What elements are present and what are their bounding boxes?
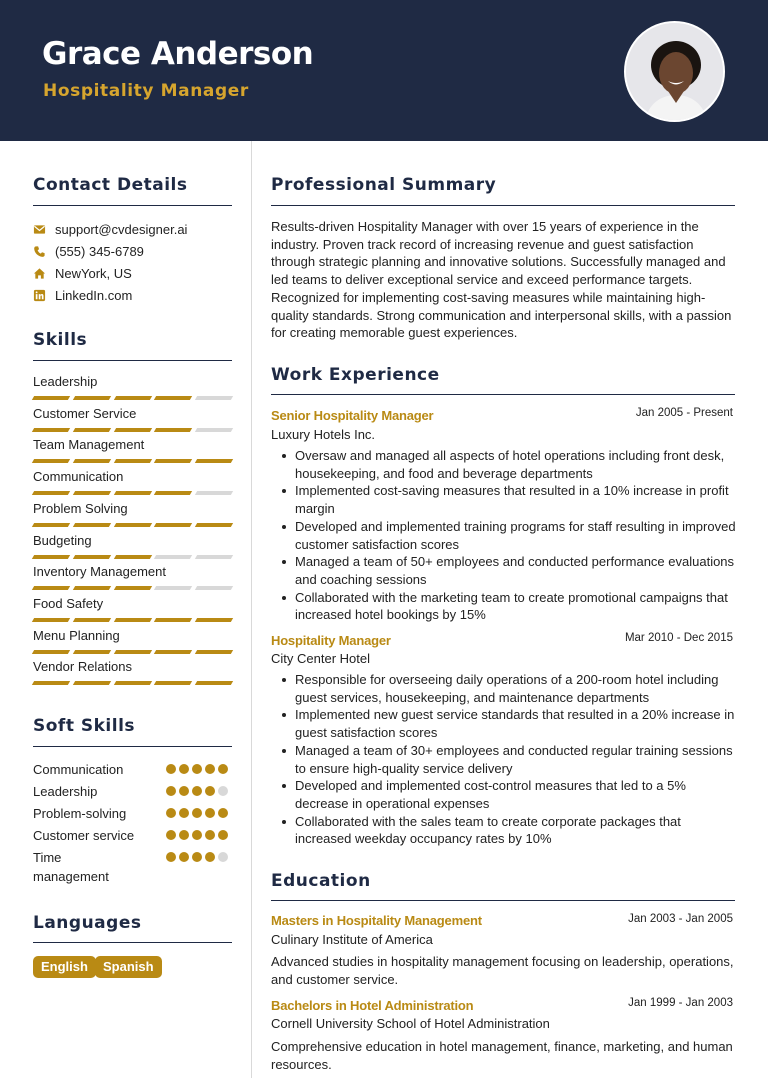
skill-level-segment [195,618,233,622]
job-bullets [295,447,736,624]
rating-dot [166,786,176,796]
linkedin-icon [33,289,46,302]
bullet-item: Managed a team of 30+ employees and conducted regular training sessions to ensure high-quality service delivery [295,742,736,777]
skill-level-segment [32,491,70,495]
rating-dot [218,786,228,796]
rating-dot [179,852,189,862]
skill-level-segment [195,650,233,654]
rating-dot [179,764,189,774]
rating-dot [192,764,202,774]
skill-level-segment [73,396,111,400]
experience-section-title: Work Experience [271,365,440,385]
rating-dot [179,808,189,818]
soft-skill-rating [166,830,228,840]
skill-level-segment [73,459,111,463]
skill-label: Budgeting [33,532,92,548]
skill-level-segment [154,586,192,590]
skill-label: Vendor Relations [33,659,133,675]
skill-level-segment [73,618,111,622]
resume-header [0,0,768,141]
skill-label: Problem Solving [33,500,128,516]
skill-label: Food Safety [33,595,104,611]
soft-skills-rule [33,746,232,747]
skill-level-segment [73,491,111,495]
rating-dot [192,786,202,796]
job-dates: Jan 2005 - Present [635,407,733,419]
skill-level-segment [113,459,151,463]
skill-level-bar [33,523,232,527]
skill-level-segment [32,396,70,400]
skill-level-segment [73,523,111,527]
skill-level-bar [33,396,232,400]
job-title: Senior Hospitality Manager [271,408,434,423]
skill-level-segment [154,396,192,400]
rating-dot [179,786,189,796]
rating-dot [166,808,176,818]
contact-location [33,266,132,281]
bullet-item: Managed a team of 50+ employees and conducted performance evaluations and coaching sessions [295,554,735,587]
skill-label: Customer Service [33,405,137,421]
summary-rule [271,205,735,206]
contact-linkedin-text: LinkedIn.com [55,288,133,303]
skill-level-segment [113,650,151,654]
school-name: Cornell University School of Hotel Administration [271,1016,550,1031]
skill-level-bar [33,650,232,654]
skill-level-segment [113,523,151,527]
education-section-title: Education [271,871,371,891]
skill-level-segment [195,396,233,400]
contact-email-text: support@cvdesigner.ai [55,222,188,237]
skill-level-segment [113,586,151,590]
bullet-item: Developed and implemented cost-control measures that led to a 5% decrease in operational expenses [295,777,736,812]
rating-dot [218,852,228,862]
rating-dot [205,808,215,818]
skill-level-bar [33,681,232,685]
skill-level-bar [33,459,232,463]
home-icon [33,267,46,280]
contact-phone[interactable] [33,244,144,259]
rating-dot [192,808,202,818]
contact-rule [33,205,232,206]
job-bullets [295,671,736,848]
job-company: City Center Hotel [271,651,370,666]
rating-dot [192,830,202,840]
soft-skill-rating [166,852,228,862]
skill-level-segment [113,555,151,559]
skill-level-segment [195,555,233,559]
skill-level-segment [195,491,233,495]
languages-rule [33,942,232,943]
soft-skill-rating [166,808,228,818]
contact-phone-text: (555) 345-6789 [55,244,144,259]
language-badge: English [33,956,96,978]
education-rule [271,900,735,901]
skill-label: Inventory Management [33,564,166,580]
job-dates: Mar 2010 - Dec 2015 [624,632,733,644]
skill-level-segment [113,428,151,432]
bullet-item: Collaborated with the sales team to create corporate packages that increased weekday occupancy rates by 10% [295,813,736,848]
soft-skill-label: Leadership [33,784,98,799]
candidate-role: Hospitality Manager [43,81,249,101]
soft-skill-rating [166,764,228,774]
rating-dot [166,852,176,862]
skill-level-segment [154,491,192,495]
skill-level-bar [33,428,232,432]
degree-title: Masters in Hospitality Management [271,913,482,928]
envelope-icon [33,223,46,236]
bullet-item: Oversaw and managed all aspects of hotel operations including front desk, housekeeping, and food and beverage departments [295,447,736,482]
rating-dot [205,764,215,774]
language-badge: Spanish [95,956,162,978]
skill-label: Menu Planning [33,627,120,643]
skill-level-segment [73,555,111,559]
bullet-item: Collaborated with the marketing team to create promotional campaigns that increased hotel bookings by 15% [295,589,736,624]
rating-dot [205,786,215,796]
skill-level-segment [113,491,151,495]
languages-section-title: Languages [33,913,142,933]
contact-section-title: Contact Details [33,175,188,195]
skill-level-segment [32,618,70,622]
rating-dot [179,830,189,840]
skill-level-segment [32,555,70,559]
rating-dot [218,764,228,774]
column-divider [251,141,252,1078]
skill-level-segment [154,428,192,432]
skill-level-segment [195,523,233,527]
skill-level-segment [32,428,70,432]
school-name: Culinary Institute of America [271,932,433,947]
skill-level-segment [154,523,192,527]
skill-level-segment [195,681,233,685]
skills-section-title: Skills [33,330,88,350]
skill-level-segment [32,586,70,590]
phone-icon [33,245,46,258]
skill-level-bar [33,555,232,559]
skill-level-segment [154,555,192,559]
skill-label: Team Management [33,437,145,453]
degree-dates: Jan 1999 - Jan 2003 [628,997,733,1009]
skill-level-segment [73,586,111,590]
skill-level-segment [32,523,70,527]
skill-label: Leadership [33,374,98,389]
skill-level-segment [73,428,111,432]
skill-level-bar [33,491,232,495]
rating-dot [205,852,215,862]
skill-level-segment [113,618,151,622]
profile-photo [624,21,725,122]
contact-linkedin[interactable] [33,288,132,303]
skill-level-bar [33,618,232,622]
bullet-item: Implemented cost-saving measures that resulted in a 10% increase in profit margin [295,482,736,517]
skill-level-segment [154,618,192,622]
soft-skills-section-title: Soft Skills [33,716,136,736]
rating-dot [205,830,215,840]
rating-dot [166,764,176,774]
soft-skill-label: Time management [33,850,109,884]
skill-level-segment [154,459,192,463]
degree-dates: Jan 2003 - Jan 2005 [628,913,733,925]
rating-dot [218,808,228,818]
summary-section-title: Professional Summary [271,175,497,195]
skill-level-segment [113,396,151,400]
contact-email[interactable] [33,222,187,237]
soft-skill-label: Problem-solving [33,806,127,821]
skill-level-segment [195,586,233,590]
skill-level-segment [195,459,233,463]
experience-rule [271,394,735,395]
soft-skill-label: Customer service [33,828,135,843]
rating-dot [192,852,202,862]
job-company: Luxury Hotels Inc. [271,427,376,442]
skill-level-segment [32,459,70,463]
skills-rule [33,360,232,361]
soft-skill-rating [166,786,228,796]
skill-level-segment [154,681,192,685]
skill-level-segment [73,650,111,654]
skill-level-segment [32,650,70,654]
skill-level-segment [195,428,233,432]
bullet-item: Developed and implemented training programs for staff resulting in improved customer satisfaction scores [295,518,736,552]
degree-description: Comprehensive education in hotel management, finance, marketing, and human resources. [271,1039,733,1072]
rating-dot [166,830,176,840]
skill-level-bar [33,586,232,590]
bullet-item: Implemented new guest service standards that resulted in a 20% increase in guest satisfaction scores [295,707,735,741]
skill-level-segment [73,681,111,685]
degree-description: Advanced studies in hospitality management focusing on leadership, operations, and customer service. [271,954,734,987]
rating-dot [218,830,228,840]
soft-skill-label: Communication [33,762,124,777]
skill-level-segment [113,681,151,685]
summary-text: Results-driven Hospitality Manager with over 15 years of experience in the industry. Proven track record of increasing revenue and guest satisfaction through strategic planning and innovative solutions. Successfully managed and led teams to deliver exceptional service and exceed performance targets. Recognized for implementing cost-saving measures while maintaining high-quality standards. Strong communication and interpersonal skills, with a passion for creating memorable guest experiences. [271,219,732,341]
skill-level-segment [154,650,192,654]
degree-title: Bachelors in Hotel Administration [271,998,474,1013]
job-title: Hospitality Manager [271,633,391,648]
skill-label: Communication [33,469,124,485]
contact-location-text: NewYork, US [55,266,132,281]
skill-level-segment [32,681,70,685]
bullet-item: Responsible for overseeing daily operations of a 200-room hotel including guest services, housekeeping, and maintenance departments [295,671,736,706]
candidate-name: Grace Anderson [42,36,314,72]
